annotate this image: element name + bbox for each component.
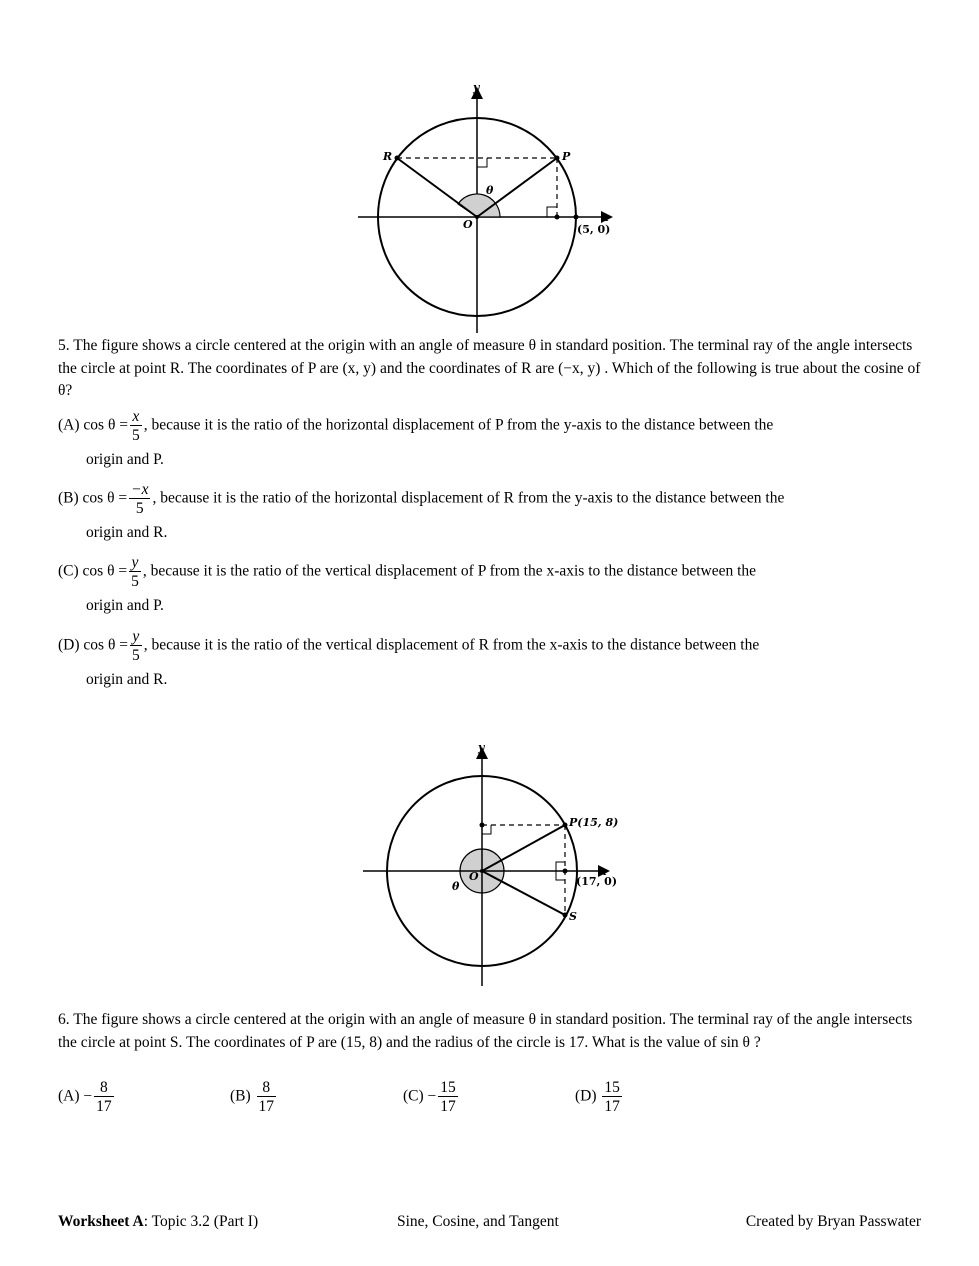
ray-OR bbox=[397, 158, 477, 217]
option-label: (C) bbox=[403, 1087, 424, 1105]
option-text-cont: origin and R. bbox=[86, 671, 168, 688]
fraction: $\frac{y}{5}$ bbox=[131, 554, 139, 590]
option-label: (D) bbox=[58, 636, 80, 654]
origin-point bbox=[475, 215, 479, 219]
option-text: , because it is the ratio of the horizontal displacement of R from the y-axis to the distance between the bbox=[152, 489, 785, 507]
option-label: (C) bbox=[58, 562, 79, 580]
point-foot bbox=[555, 215, 560, 220]
label-theta: θ bbox=[452, 880, 460, 893]
point-y-foot bbox=[480, 823, 485, 828]
label-O: O bbox=[469, 870, 479, 883]
worksheet-title: Worksheet A bbox=[58, 1213, 144, 1230]
unit-circle-figure-2 bbox=[355, 738, 625, 990]
ray-OP bbox=[482, 825, 565, 871]
cos-expression: cos θ = bbox=[83, 416, 128, 434]
option-text: , because it is the ratio of the horizontal displacement of P from the y-axis to the distance between the bbox=[143, 416, 774, 434]
option-label: (B) bbox=[230, 1087, 251, 1105]
point-R bbox=[395, 156, 400, 161]
option-text-cont: origin and P. bbox=[86, 597, 164, 614]
q5-option-a[interactable] bbox=[58, 409, 924, 469]
q5-option-b[interactable] bbox=[58, 482, 924, 542]
label-R: R bbox=[383, 150, 393, 163]
label-S: S bbox=[569, 910, 577, 923]
point-S bbox=[563, 913, 568, 918]
x-axis-label: x bbox=[602, 211, 609, 224]
cos-expression: cos θ = bbox=[83, 636, 128, 654]
worksheet-topic: : Topic 3.2 (Part I) bbox=[143, 1213, 259, 1230]
fraction: $\frac{8}{17}$ bbox=[258, 1079, 275, 1115]
option-label: (A) bbox=[58, 1087, 80, 1105]
footer-right: Created by Bryan Passwater bbox=[745, 1213, 921, 1230]
unit-circle-figure-1 bbox=[350, 78, 620, 338]
option-label: (D) bbox=[575, 1087, 597, 1105]
point-foot bbox=[563, 869, 568, 874]
fraction: $\frac{8}{17}$ bbox=[96, 1079, 112, 1115]
q6-option-c[interactable] bbox=[403, 1080, 460, 1114]
q6-option-a[interactable] bbox=[58, 1080, 116, 1114]
question-5-stem: 5. The figure shows a circle centered at the origin with an angle of measure θ in standard position. The terminal ray of the angle intersects the circle at point R. The coordinates of P are (x, y) and the coordinates of R are (−x, y) . Which of the following is true about the cosine of θ? bbox=[58, 337, 921, 399]
right-angle-mark bbox=[477, 158, 487, 167]
question-6-stem: 6. The figure shows a circle centered at the origin with an angle of measure θ in standard position. The terminal ray of the angle intersects the circle at point S. The coordinates of P are (15, 8) and the radius of the circle is 17. What is the value of sin θ ? bbox=[58, 1011, 913, 1051]
point-P bbox=[555, 156, 560, 161]
cos-expression: cos θ = bbox=[82, 489, 128, 507]
option-text: , because it is the ratio of the vertical displacement of R from the x-axis to the distance between the bbox=[143, 636, 760, 654]
fraction: $\frac{-x}{5}$ bbox=[131, 481, 149, 517]
y-axis-label: y bbox=[478, 741, 485, 754]
sign: − bbox=[427, 1087, 437, 1105]
footer-center: Sine, Cosine, and Tangent bbox=[397, 1213, 559, 1230]
option-label: (A) bbox=[58, 416, 80, 434]
point-5-0 bbox=[574, 215, 579, 220]
option-text-cont: origin and P. bbox=[86, 451, 164, 468]
fraction: $\frac{15}{17}$ bbox=[604, 1079, 620, 1115]
label-O: O bbox=[463, 218, 473, 231]
option-text: , because it is the ratio of the vertical displacement of P from the x-axis to the distance between the bbox=[142, 562, 757, 580]
label-P: P(15, 8) bbox=[569, 816, 619, 829]
origin-point bbox=[480, 869, 484, 873]
cos-expression: cos θ = bbox=[82, 562, 128, 580]
label-theta: θ bbox=[486, 184, 494, 197]
sign: − bbox=[83, 1087, 93, 1105]
fraction: $\frac{x}{5}$ bbox=[131, 408, 140, 444]
label-5-0: (5, 0) bbox=[577, 223, 611, 236]
q5-option-d[interactable] bbox=[58, 629, 924, 689]
fraction: $\frac{y}{5}$ bbox=[131, 628, 140, 664]
ray-OS bbox=[482, 871, 565, 915]
q5-option-c[interactable] bbox=[58, 555, 924, 615]
label-P: P bbox=[562, 150, 571, 163]
q6-option-d[interactable] bbox=[575, 1080, 624, 1114]
footer-left bbox=[58, 1213, 258, 1231]
option-label: (B) bbox=[58, 489, 79, 507]
y-axis-label: y bbox=[473, 81, 480, 94]
q6-option-b[interactable] bbox=[230, 1080, 278, 1114]
option-text-cont: origin and R. bbox=[86, 524, 168, 541]
point-P bbox=[563, 823, 568, 828]
fraction: $\frac{15}{17}$ bbox=[440, 1079, 456, 1115]
label-17-0: (17, 0) bbox=[576, 875, 618, 888]
x-axis-label: x bbox=[600, 865, 607, 878]
